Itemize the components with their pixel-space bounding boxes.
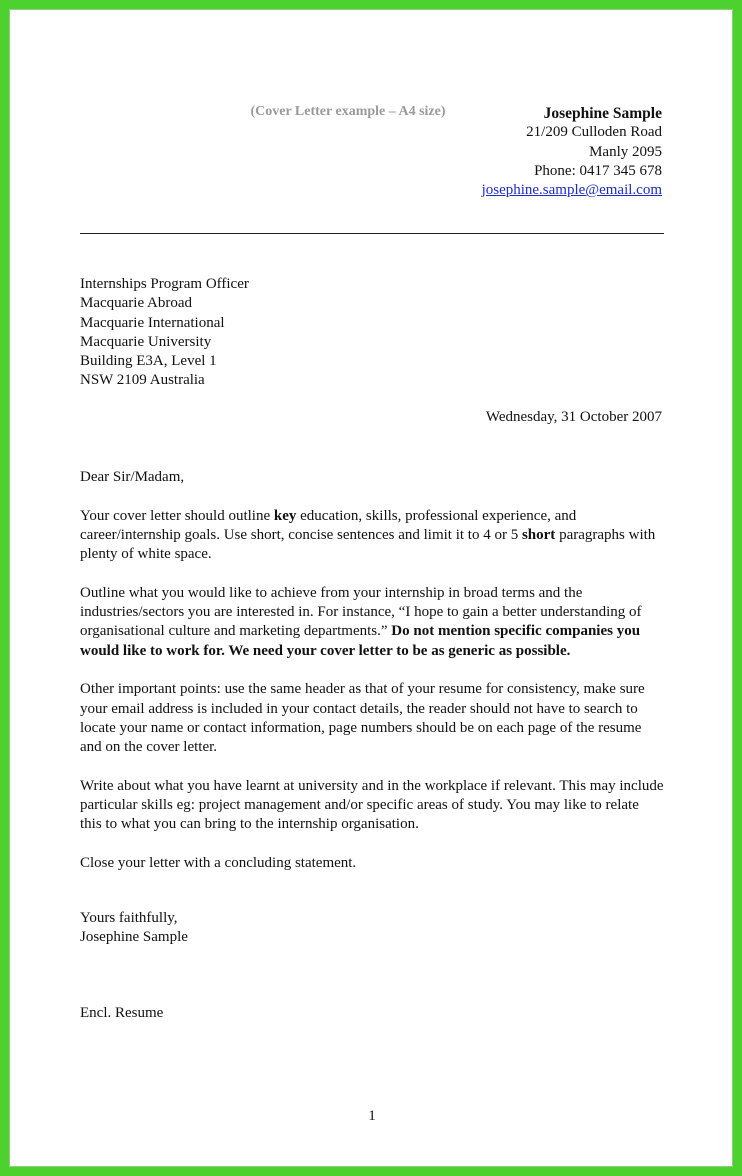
example-note: (Cover Letter example – A4 size) [250, 104, 446, 119]
document-page [9, 9, 733, 1167]
recipient-line: NSW 2109 Australia [80, 372, 205, 389]
page-number: 1 [368, 1108, 376, 1124]
recipient-line: Building E3A, Level 1 [80, 353, 217, 370]
recipient-block [80, 275, 249, 391]
paragraph-4: Write about what you have learnt at university and in the workplace if relevant. This may include particular skills eg: project management and/or specific areas of study. You may like to relate this to what you can bring to the internship organisation. [80, 777, 664, 833]
sender-address-line1: 21/209 Culloden Road [526, 124, 662, 141]
sender-name: Josephine Sample [543, 105, 662, 122]
enclosure-note: Encl. Resume [80, 1005, 164, 1021]
sender-email-link[interactable]: josephine.sample@email.com [481, 182, 662, 199]
recipient-line: Macquarie International [80, 314, 225, 331]
header-divider [80, 233, 664, 234]
paragraph-1: Your cover letter should outline key education, skills, professional experience, and career/internship goals. Use short, concise sentences and limit it to 4 or 5 short paragraphs with plenty of white space. [80, 507, 656, 563]
paragraph-3: Other important points: use the same header as that of your resume for consistency, make sure your email address is included in your contact details, the reader should not have to search to locate your name or contact information, page numbers should be on each page of the resume and on the cover letter. [80, 681, 645, 756]
sender-address-line2: Manly 2095 [589, 143, 662, 160]
signer-name: Josephine Sample [80, 929, 188, 946]
paragraph-5: Close your letter with a concluding statement. [80, 854, 357, 871]
salutation: Dear Sir/Madam, [80, 469, 185, 485]
recipient-line: Macquarie University [80, 333, 212, 350]
recipient-line: Internships Program Officer [80, 276, 249, 292]
closing-block [80, 909, 188, 948]
sender-phone: Phone: 0417 345 678 [534, 162, 662, 179]
recipient-line: Macquarie Abroad [80, 295, 193, 312]
paragraph-2: Outline what you would like to achieve from your internship in broad terms and the industries/sectors you are interested in. For instance, “I hope to gain a better understanding of organisational culture and marketing departments.” Do not mention specific companies you would like to work for. We need your cover letter to be as generic as possible. [80, 584, 642, 659]
sender-block [482, 104, 662, 200]
valediction: Yours faithfully, [80, 910, 178, 926]
letter-body [80, 468, 664, 893]
letter-date: Wednesday, 31 October 2007 [485, 409, 662, 425]
